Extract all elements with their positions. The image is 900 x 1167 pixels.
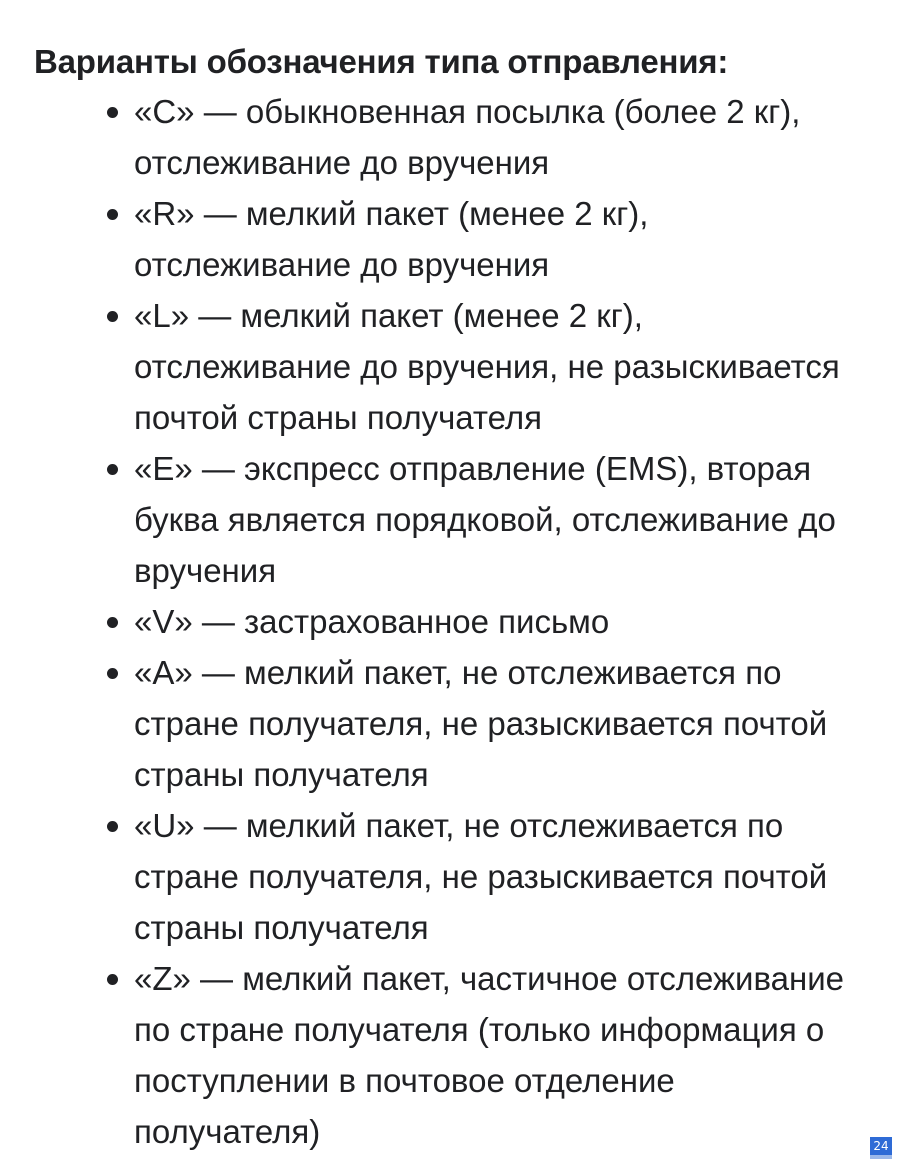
list-item-text: «L» — мелкий пакет (менее 2 кг), отслеживание до вручения, не разыскивается почтой страны получателя [134, 297, 840, 436]
bullet-icon [107, 107, 118, 118]
bullet-icon [107, 974, 118, 985]
list-item-text: «A» — мелкий пакет, не отслеживается по стране получателя, не разыскивается почтой страны получателя [134, 654, 828, 793]
bullet-icon [107, 311, 118, 322]
list-item [134, 443, 864, 596]
list-item [134, 647, 864, 800]
list-item-text: «U» — мелкий пакет, не отслеживается по стране получателя, не разыскивается почтой страны получателя [134, 807, 828, 946]
variants-list [34, 86, 864, 1157]
bullet-icon [107, 209, 118, 220]
watermark-badge: 24 [870, 1137, 892, 1159]
bullet-icon [107, 668, 118, 679]
list-item-text: «С» — обыкновенная посылка (более 2 кг), отслеживание до вручения [134, 93, 801, 181]
list-item [134, 596, 864, 647]
list-item-text: «E» — экспресс отправление (EMS), вторая буква является порядковой, отслеживание до вручения [134, 450, 836, 589]
list-item [134, 800, 864, 953]
list-item [134, 290, 864, 443]
list-item-text: «Z» — мелкий пакет, частичное отслеживание по стране получателя (только информация о поступлении в почтовое отделение получателя) [134, 960, 844, 1150]
page-title: Варианты обозначения типа отправления: [34, 43, 729, 80]
list-item-text: «V» — застрахованное письмо [134, 603, 610, 640]
bullet-icon [107, 464, 118, 475]
list-item [134, 188, 864, 290]
document-content [34, 38, 864, 1157]
list-item [134, 86, 864, 188]
list-item [134, 953, 864, 1157]
bullet-icon [107, 821, 118, 832]
bullet-icon [107, 617, 118, 628]
list-item-text: «R» — мелкий пакет (менее 2 кг), отслеживание до вручения [134, 195, 649, 283]
